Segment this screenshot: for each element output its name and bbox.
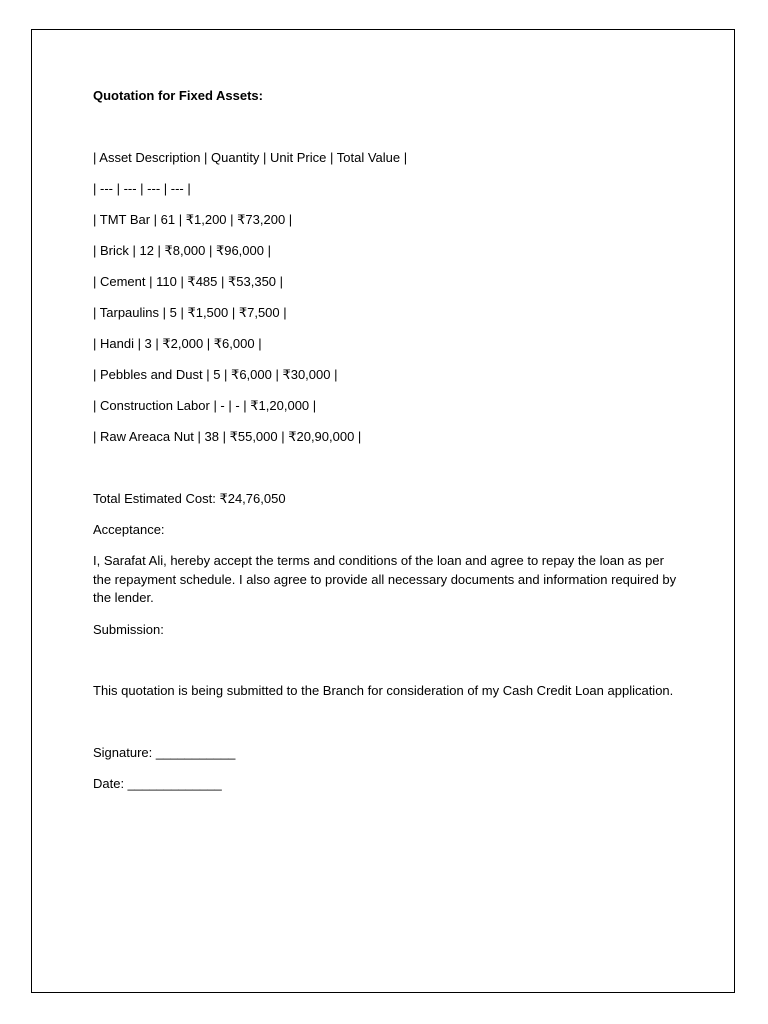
table-row: | TMT Bar | 61 | ₹1,200 | ₹73,200 | [93,212,293,227]
document-title: Quotation for Fixed Assets: [93,88,263,103]
table-separator-line: | --- | --- | --- | --- | [93,181,191,196]
document-page [31,29,735,993]
date-line: Date: _____________ [93,776,222,791]
acceptance-heading: Acceptance: [93,522,165,537]
table-row: | Cement | 110 | ₹485 | ₹53,350 | [93,274,284,289]
table-header-line: | Asset Description | Quantity | Unit Price | Total Value | [93,150,408,165]
table-row: | Pebbles and Dust | 5 | ₹6,000 | ₹30,000 | [93,367,338,382]
table-row: | Handi | 3 | ₹2,000 | ₹6,000 | [93,336,262,351]
table-row: | Raw Areaca Nut | 38 | ₹55,000 | ₹20,90,000 | [93,429,362,444]
table-row: | Construction Labor | - | - | ₹1,20,000 | [93,398,317,413]
total-estimated-cost: Total Estimated Cost: ₹24,76,050 [93,491,286,506]
submission-heading: Submission: [93,622,164,637]
submission-text: This quotation is being submitted to the Branch for consideration of my Cash Credit Loan application. [93,683,674,698]
acceptance-text: I, Sarafat Ali, hereby accept the terms and conditions of the loan and agree to repay the loan as per the repayment schedule. I also agree to provide all necessary documents and information required by the lender. [93,553,677,605]
table-row: | Tarpaulins | 5 | ₹1,500 | ₹7,500 | [93,305,287,320]
signature-line: Signature: ___________ [93,745,236,760]
table-row: | Brick | 12 | ₹8,000 | ₹96,000 | [93,243,271,258]
